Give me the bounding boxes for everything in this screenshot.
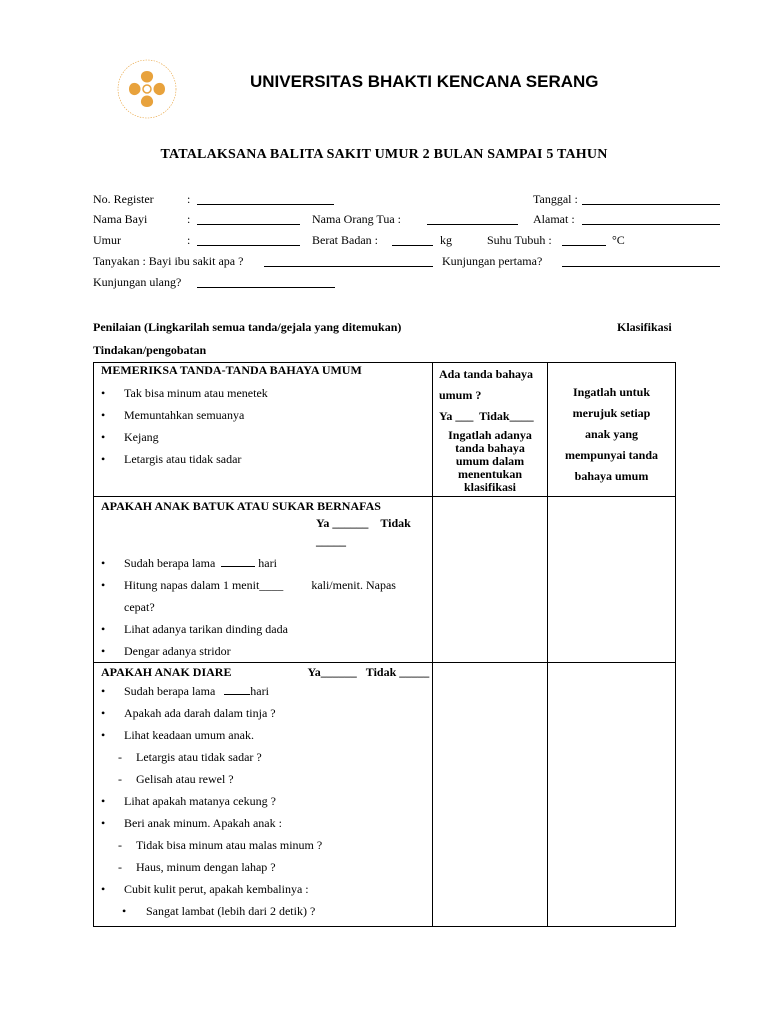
section3-action-cell[interactable]: [548, 663, 676, 927]
tidak-option[interactable]: Tidak _____: [316, 516, 411, 548]
colon: :: [187, 233, 191, 247]
label-celsius: °C: [612, 233, 625, 247]
section-general-danger: [94, 363, 676, 497]
label-no-register: No. Register: [93, 192, 154, 206]
berat-badan-field[interactable]: [392, 234, 433, 246]
label-nama-orang-tua: Nama Orang Tua :: [312, 212, 401, 226]
university-name: UNIVERSITAS BHAKTI KENCANA SERANG: [250, 72, 599, 91]
section2-item[interactable]: • Lihat adanya tarikan dinding dada: [100, 618, 432, 640]
action-note-line: anak yang: [584, 427, 639, 441]
tanyakan-field[interactable]: [264, 255, 433, 267]
suhu-tubuh-field[interactable]: [562, 234, 606, 246]
section2-action-cell[interactable]: [548, 497, 676, 663]
class-note-line: umum dalam: [455, 454, 525, 468]
assessment-table: [93, 362, 676, 927]
class-note-line: klasifikasi: [463, 480, 517, 494]
label-tanggal: Tanggal :: [533, 192, 578, 206]
nama-orang-tua-field[interactable]: [427, 213, 518, 225]
kunjungan-ulang-field[interactable]: [197, 276, 335, 288]
label-nama-bayi: Nama Bayi: [93, 212, 148, 226]
class-question-line2: umum ?: [439, 388, 482, 402]
section3-classification-cell[interactable]: [433, 663, 548, 927]
section2-item[interactable]: • Hitung napas dalam 1 menit____ kali/menit. Napas cepat?: [100, 574, 432, 618]
section2-item[interactable]: • Sudah berapa lama hari: [100, 552, 432, 574]
section1-item[interactable]: • Memuntahkan semuanya: [100, 404, 432, 426]
label-kunjungan-pertama: Kunjungan pertama?: [442, 254, 543, 268]
section2-classification-cell[interactable]: [433, 497, 548, 663]
tanggal-field[interactable]: [582, 193, 720, 205]
ya-option[interactable]: Ya______: [307, 665, 357, 679]
section1-signs-cell: [94, 363, 433, 497]
klasifikasi-heading: Klasifikasi: [617, 320, 672, 334]
section3-item[interactable]: • Lihat keadaan umum anak.: [100, 724, 432, 746]
action-note-line: Ingatlah untuk: [572, 385, 651, 399]
section1-item[interactable]: • Tak bisa minum atau menetek: [100, 382, 432, 404]
tidak-option[interactable]: Tidak _____: [365, 665, 430, 679]
section3-title: APAKAH ANAK DIARE: [101, 665, 232, 679]
section3-item[interactable]: • Cubit kulit perut, apakah kembalinya :: [100, 878, 432, 900]
university-logo: [112, 58, 182, 120]
ya-option[interactable]: Ya ______: [316, 516, 369, 530]
section3-subitem[interactable]: - Gelisah atau rewel ?: [94, 768, 432, 790]
action-note-line: mempunyai tanda: [564, 448, 659, 462]
label-tanyakan: Tanyakan : Bayi ibu sakit apa ?: [93, 254, 244, 268]
kunjungan-pertama-field[interactable]: [562, 255, 720, 267]
section3-title-row: [94, 663, 432, 680]
class-question-line1: Ada tanda bahaya: [439, 367, 534, 381]
section3-item[interactable]: • Beri anak minum. Apakah anak :: [100, 812, 432, 834]
colon: :: [187, 192, 191, 206]
class-note-line: menentukan: [457, 467, 522, 481]
tidak-option[interactable]: Tidak____: [479, 409, 534, 423]
action-note-line: bahaya umum: [574, 469, 649, 483]
section3-signs-cell: [94, 663, 433, 927]
action-note-line: merujuk setiap: [572, 406, 651, 420]
section1-title: MEMERIKSA TANDA-TANDA BAHAYA UMUM: [101, 363, 362, 377]
section1-item[interactable]: • Kejang: [100, 426, 432, 448]
section2-title: APAKAH ANAK BATUK ATAU SUKAR BERNAFAS: [101, 499, 381, 513]
section3-item[interactable]: • Lihat apakah matanya cekung ?: [100, 790, 432, 812]
document-title: TATALAKSANA BALITA SAKIT UMUR 2 BULAN SAMPAI 5 TAHUN: [160, 147, 608, 162]
section1-classification-cell: [433, 363, 548, 497]
section3-subitem[interactable]: • Sangat lambat (lebih dari 2 detik) ?: [100, 900, 432, 922]
section2-signs-cell: [94, 497, 433, 663]
umur-field[interactable]: [197, 234, 300, 246]
section2-item[interactable]: • Dengar adanya stridor: [100, 640, 432, 662]
alamat-field[interactable]: [582, 213, 720, 225]
label-umur: Umur: [93, 233, 121, 247]
ya-option[interactable]: Ya ___: [439, 409, 474, 423]
section-diarrhea: [94, 663, 676, 927]
colon: :: [187, 212, 191, 226]
label-kg: kg: [440, 233, 452, 247]
penilaian-heading: Penilaian (Lingkarilah semua tanda/gejala yang ditemukan): [93, 320, 402, 334]
section1-item[interactable]: • Letargis atau tidak sadar: [100, 448, 432, 470]
label-berat-badan: Berat Badan :: [312, 233, 378, 247]
class-note-line: tanda bahaya: [455, 441, 525, 455]
section1-action-cell: [548, 363, 676, 497]
section3-subitem[interactable]: - Tidak bisa minum atau malas minum ?: [94, 834, 432, 856]
section3-subitem[interactable]: - Letargis atau tidak sadar ?: [94, 746, 432, 768]
nama-bayi-field[interactable]: [197, 213, 300, 225]
label-kunjungan-ulang: Kunjungan ulang?: [93, 275, 182, 289]
class-note-line: Ingatlah adanya: [448, 428, 532, 442]
section3-subitem[interactable]: - Haus, minum dengan lahap ?: [94, 856, 432, 878]
section3-item[interactable]: • Apakah ada darah dalam tinja ?: [100, 702, 432, 724]
section3-item[interactable]: • Sudah berapa lama hari: [100, 680, 432, 702]
label-alamat: Alamat :: [533, 212, 575, 226]
tindakan-heading: Tindakan/pengobatan: [93, 343, 207, 357]
no-register-field[interactable]: [197, 193, 334, 205]
label-suhu-tubuh: Suhu Tubuh :: [487, 233, 552, 247]
section-cough: [94, 497, 676, 663]
